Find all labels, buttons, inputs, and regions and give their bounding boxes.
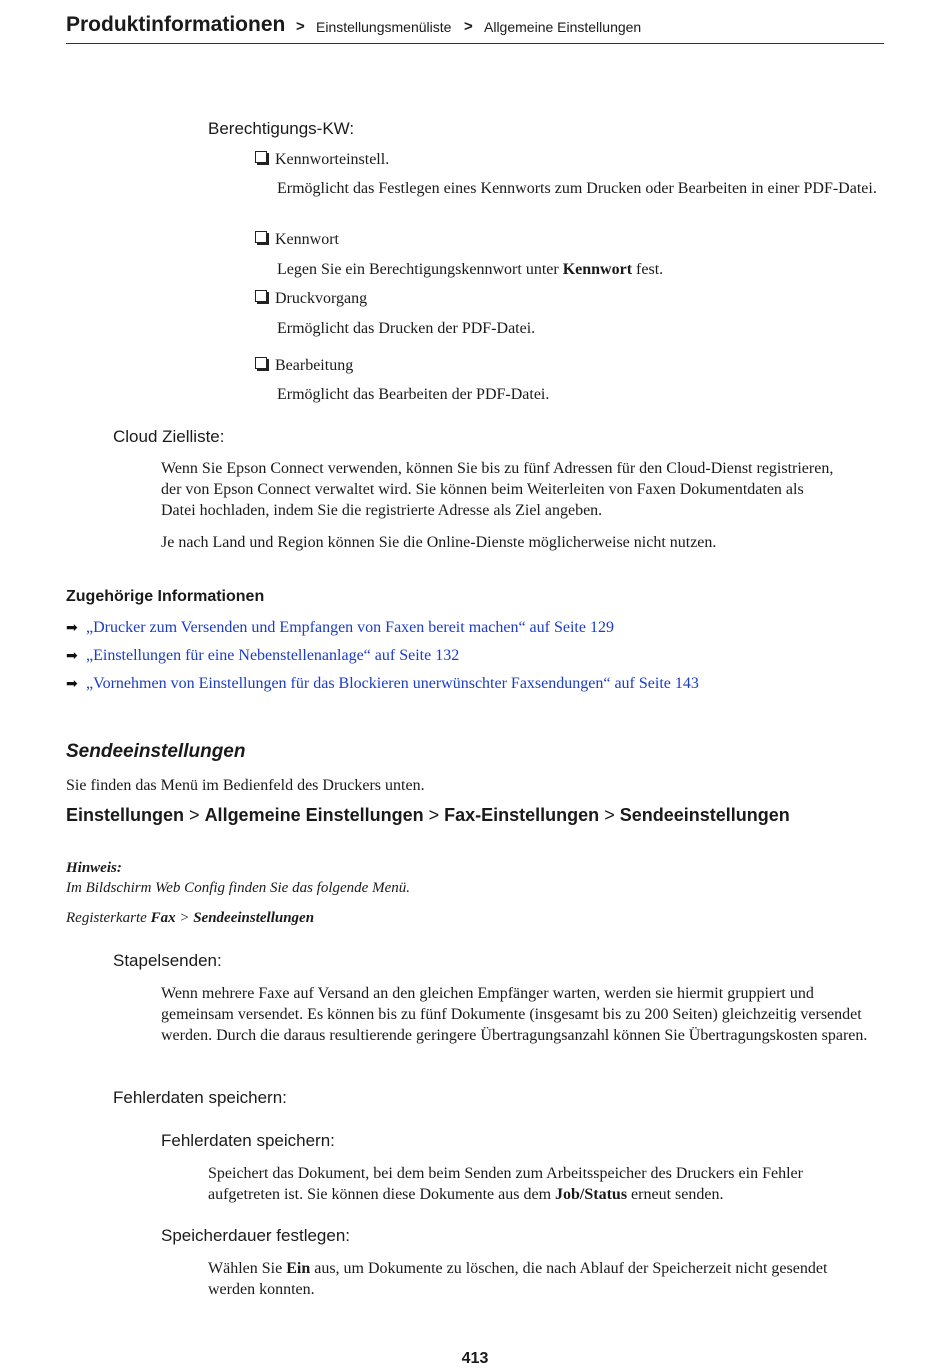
list-item-title: Kennworteinstell. [255, 151, 389, 169]
section-intro: Sie finden das Menü im Bedienfeld des Druckers unten. [66, 777, 425, 794]
breadcrumb-item: Einstellungsmenüliste [316, 19, 452, 35]
list-item-title: Kennwort [255, 231, 339, 249]
fehler-label: Fehlerdaten speichern: [113, 1088, 287, 1107]
related-link[interactable]: ➡ „Drucker zum Versenden und Empfangen von Faxen bereit machen“ auf Seite 129 [66, 619, 614, 636]
list-item-title: Druckvorgang [255, 290, 367, 308]
page-header [66, 12, 884, 44]
note-text: Registerkarte Fax > Sendeeinstellungen [66, 910, 315, 926]
list-item-desc: Ermöglicht das Festlegen eines Kennworts zum Drucken oder Bearbeiten in einer PDF-Datei. [277, 180, 877, 197]
berechtigung-label: Berechtigungs-KW: [208, 119, 355, 138]
stapel-label: Stapelsenden: [113, 951, 222, 970]
related-link[interactable]: ➡ „Einstellungen für eine Nebenstellenanlage“ auf Seite 132 [66, 647, 460, 664]
fehler-sub-label: Fehlerdaten speichern: [161, 1131, 335, 1150]
breadcrumb-separator: > [296, 18, 305, 35]
page-number: 413 [461, 1350, 489, 1367]
related-link[interactable]: ➡ „Vornehmen von Einstellungen für das Blockieren unerwünschter Faxsendungen“ auf Seite 143 [66, 675, 699, 692]
list-item-desc: Ermöglicht das Drucken der PDF-Datei. [277, 320, 536, 337]
checkbox-bullet-icon [255, 231, 267, 243]
list-item-desc: Legen Sie ein Berechtigungskennwort unter Kennwort fest. [277, 261, 664, 278]
header-title: Produktinformationen [66, 13, 286, 36]
note-text: Im Bildschirm Web Config finden Sie das folgende Menü. [66, 880, 410, 896]
breadcrumb-separator: > [464, 18, 473, 35]
checkbox-bullet-icon [255, 290, 267, 302]
related-heading: Zugehörige Informationen [66, 588, 265, 605]
arrow-right-icon: ➡ [66, 676, 78, 692]
cloud-paragraph: Wenn Sie Epson Connect verwenden, können Sie bis zu fünf Adressen für den Cloud-Dienst registrieren, der von Epson Connect verwaltet wird. Sie können beim Weiterleiten von Faxen Dokumentdaten als Datei hochladen, indem Sie die registrierte Adresse als Ziel angeben. [161, 460, 834, 519]
stapel-paragraph: Wenn mehrere Faxe auf Versand an den gleichen Empfänger warten, werden sie hiermit gruppiert und gemeinsam versendet. Es können bis zu fünf Dokumente (insgesamt bis zu 200 Seiten) gleichzeitig versendet werden. Durch die daraus resultierende geringere Übertragungsanzahl können Sie Übertragungskosten sparen. [161, 985, 868, 1044]
list-item-desc: Ermöglicht das Bearbeiten der PDF-Datei. [277, 386, 550, 403]
speicherdauer-paragraph: Wählen Sie Ein aus, um Dokumente zu löschen, die nach Ablauf der Speicherzeit nicht gesendet werden konnten. [208, 1260, 828, 1298]
arrow-right-icon: ➡ [66, 620, 78, 636]
cloud-paragraph: Je nach Land und Region können Sie die Online-Dienste möglicherweise nicht nutzen. [161, 534, 717, 551]
speicherdauer-label: Speicherdauer festlegen: [161, 1226, 351, 1245]
breadcrumb-item: Allgemeine Einstellungen [484, 19, 642, 35]
list-item-title: Bearbeitung [255, 357, 353, 375]
fehler-sub-paragraph: Speichert das Dokument, bei dem beim Senden zum Arbeitsspeicher des Druckers ein Fehler aufgetreten ist. Sie können diese Dokumente aus dem Job/Status erneut senden. [208, 1165, 803, 1203]
checkbox-bullet-icon [255, 151, 267, 163]
section-heading: Sendeeinstellungen [66, 741, 246, 762]
note-label: Hinweis: [66, 860, 122, 876]
menu-path: Einstellungen > Allgemeine Einstellungen > Fax-Einstellungen > Sendeeinstellungen [66, 805, 790, 825]
cloud-label: Cloud Zielliste: [113, 427, 225, 446]
arrow-right-icon: ➡ [66, 648, 78, 664]
checkbox-bullet-icon [255, 357, 267, 369]
